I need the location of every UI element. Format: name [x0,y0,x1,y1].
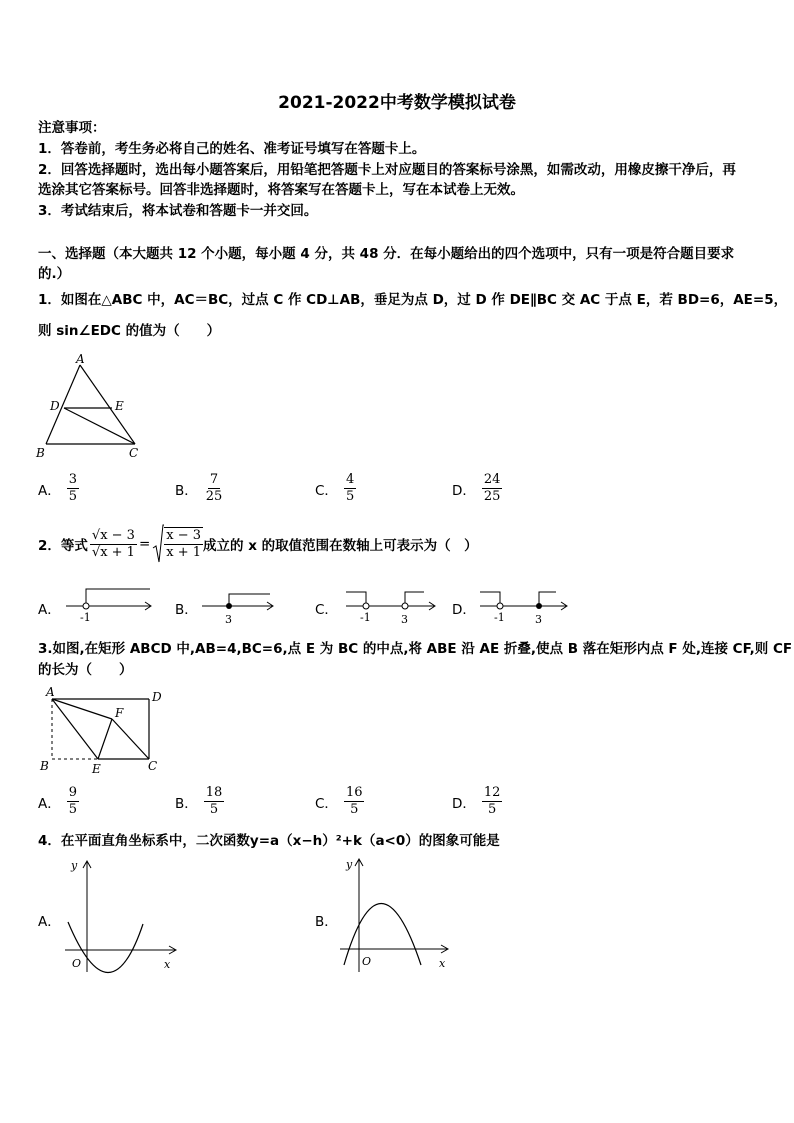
q2-lhs-fraction [90,528,137,561]
q3-label-d: D [152,690,162,704]
q1-option-c-label: C． [315,482,338,499]
q2-lhs-den: √x + 1 [91,544,135,560]
q3-option-b-fraction [204,785,225,818]
q2-option-c-label[interactable]: C． [315,602,338,618]
radical-sign-icon [152,524,164,564]
q4-option-b-graph [335,852,460,974]
q1-option-d[interactable] [452,472,502,505]
q2-option-d-tick-1: -1 [494,611,505,624]
q2-option-b-label[interactable]: B． [175,602,198,618]
q3-option-c[interactable] [315,785,364,818]
q3-label-e: E [92,762,101,776]
q1-text-line-1: 1．如图在△ABC 中，AC＝BC，过点 C 作 CD⊥AB，垂足为点 D，过 D 作 DE∥BC 交 AC 于点 E，若 BD=6，AE=5， [38,292,788,308]
q4-option-b-origin-label: O [362,955,372,968]
q3-option-c-fraction [344,785,365,818]
q1-text-line-2: 则 sin∠EDC 的值为（ ） [38,323,221,339]
q1-option-b-label: B． [175,482,198,499]
q1-option-b[interactable] [175,472,224,505]
q3-option-a-num: 9 [68,785,78,800]
q3-option-c-num: 16 [345,785,363,800]
q2-option-c-tick-2: 3 [401,613,408,626]
q3-option-b-den: 5 [209,802,219,817]
q1-option-a-label: A． [38,482,61,499]
q2-option-a-label[interactable]: A． [38,602,61,618]
q1-option-d-num: 24 [483,472,501,487]
q2-option-c-number-line [344,586,440,628]
q3-rectangle-figure [36,684,166,776]
q3-label-f: F [115,706,124,720]
q2-option-d-label[interactable]: D． [452,602,476,618]
q3-label-c: C [148,759,158,773]
q1-label-a: A [76,352,85,366]
q4-option-a-x-label: x [164,958,171,971]
q3-text-line-2: 的长为（ ） [38,662,133,678]
q1-option-a[interactable] [38,472,79,505]
q1-option-b-num: 7 [209,472,219,487]
q1-option-d-fraction [482,472,503,505]
q4-option-b-label[interactable]: B． [315,914,338,930]
q3-option-b[interactable] [175,785,224,818]
q2-option-a-tick: -1 [80,611,91,624]
section-heading-line-2: 的.） [38,266,71,282]
q1-option-c-den: 5 [345,489,355,504]
q3-option-d-num: 12 [483,785,501,800]
q3-label-a: A [46,685,55,699]
q1-option-d-label: D． [452,482,476,499]
q3-option-b-num: 18 [205,785,223,800]
q1-option-c[interactable] [315,472,356,505]
q3-option-c-den: 5 [350,802,359,817]
q3-option-b-label: B． [175,795,198,812]
q4-text: 4．在平面直角坐标系中，二次函数y=a（x−h）²+k（a<0）的图象可能是 [38,833,500,849]
q3-option-d-den: 5 [488,802,497,817]
q1-option-b-fraction [204,472,225,505]
q1-option-c-num: 4 [345,472,355,487]
q1-option-c-fraction [344,472,356,505]
q1-option-d-den: 25 [483,489,501,504]
page-title: 2021-2022中考数学模拟试卷 [278,93,516,113]
q2-option-b-tick: 3 [225,613,232,626]
q2-text [38,524,478,564]
q2-option-c-tick-1: -1 [360,611,371,624]
q4-option-b-x-label: x [439,957,446,970]
q4-option-a-origin-label: O [72,957,82,970]
q3-label-b: B [40,759,49,773]
q2-option-d-number-line [478,586,574,628]
q3-option-c-label: C． [315,795,338,812]
q2-rhs-fraction [164,527,203,561]
q2-rhs-den: x + 1 [166,545,202,560]
q4-option-a-graph [60,852,185,974]
q3-option-a-den: 5 [68,802,78,817]
q3-option-d-label: D． [452,795,476,812]
q2-option-a-number-line [64,586,156,624]
q3-option-d-fraction [482,785,503,818]
q1-option-b-den: 25 [205,489,223,504]
q2-suffix: 成立的 x 的取值范围在数轴上可表示为（ ） [203,538,478,554]
notice-item-1: 1．答卷前，考生务必将自己的姓名、准考证号填写在答题卡上。 [38,141,426,157]
q1-label-e: E [115,399,124,413]
q4-option-b-y-label: y [346,858,353,871]
q1-option-a-fraction [67,472,79,505]
q2-rhs-root [152,524,203,564]
q1-option-a-num: 3 [68,472,78,487]
q3-option-a-fraction [67,785,79,818]
q1-label-d: D [50,399,60,413]
q1-option-a-den: 5 [68,489,78,504]
q1-triangle-figure [30,352,150,462]
q2-equals: = [138,536,151,552]
notice-item-2-cont: 选涂其它答案标号。回答非选择题时，将答案写在答题卡上，写在本试卷上无效。 [38,182,524,198]
q4-option-a-label[interactable]: A． [38,914,61,930]
q2-prefix: 2．等式 [38,538,88,554]
notice-heading: 注意事项： [38,120,106,136]
q2-option-b-number-line [200,586,280,628]
q4-option-a-y-label: y [71,859,78,872]
notice-item-3: 3．考试结束后，将本试卷和答题卡一并交回。 [38,203,318,219]
q2-lhs-num: √x − 3 [91,527,135,543]
section-heading-line-1: 一、选择题（本大题共 12 个小题，每小题 4 分，共 48 分．在每小题给出的四个选项中，只有一项是符合题目要求 [38,246,735,262]
q3-option-d[interactable] [452,785,502,818]
q1-label-c: C [129,446,139,460]
q1-label-b: B [36,446,45,460]
q3-option-a[interactable] [38,785,79,818]
q3-option-a-label: A． [38,795,61,812]
q3-text-line-1: 3.如图,在矩形 ABCD 中,AB=4,BC=6,点 E 为 BC 的中点,将 ABE 沿 AE 折叠,使点 B 落在矩形内点 F 处,连接 CF,则 CF [38,641,793,657]
q2-option-d-tick-2: 3 [535,613,542,626]
q2-rhs-num: x − 3 [166,528,202,543]
notice-item-2: 2．回答选择题时，选出每小题答案后，用铅笔把答题卡上对应题目的答案标号涂黑，如需改动，用橡皮擦干净后，再 [38,162,736,178]
